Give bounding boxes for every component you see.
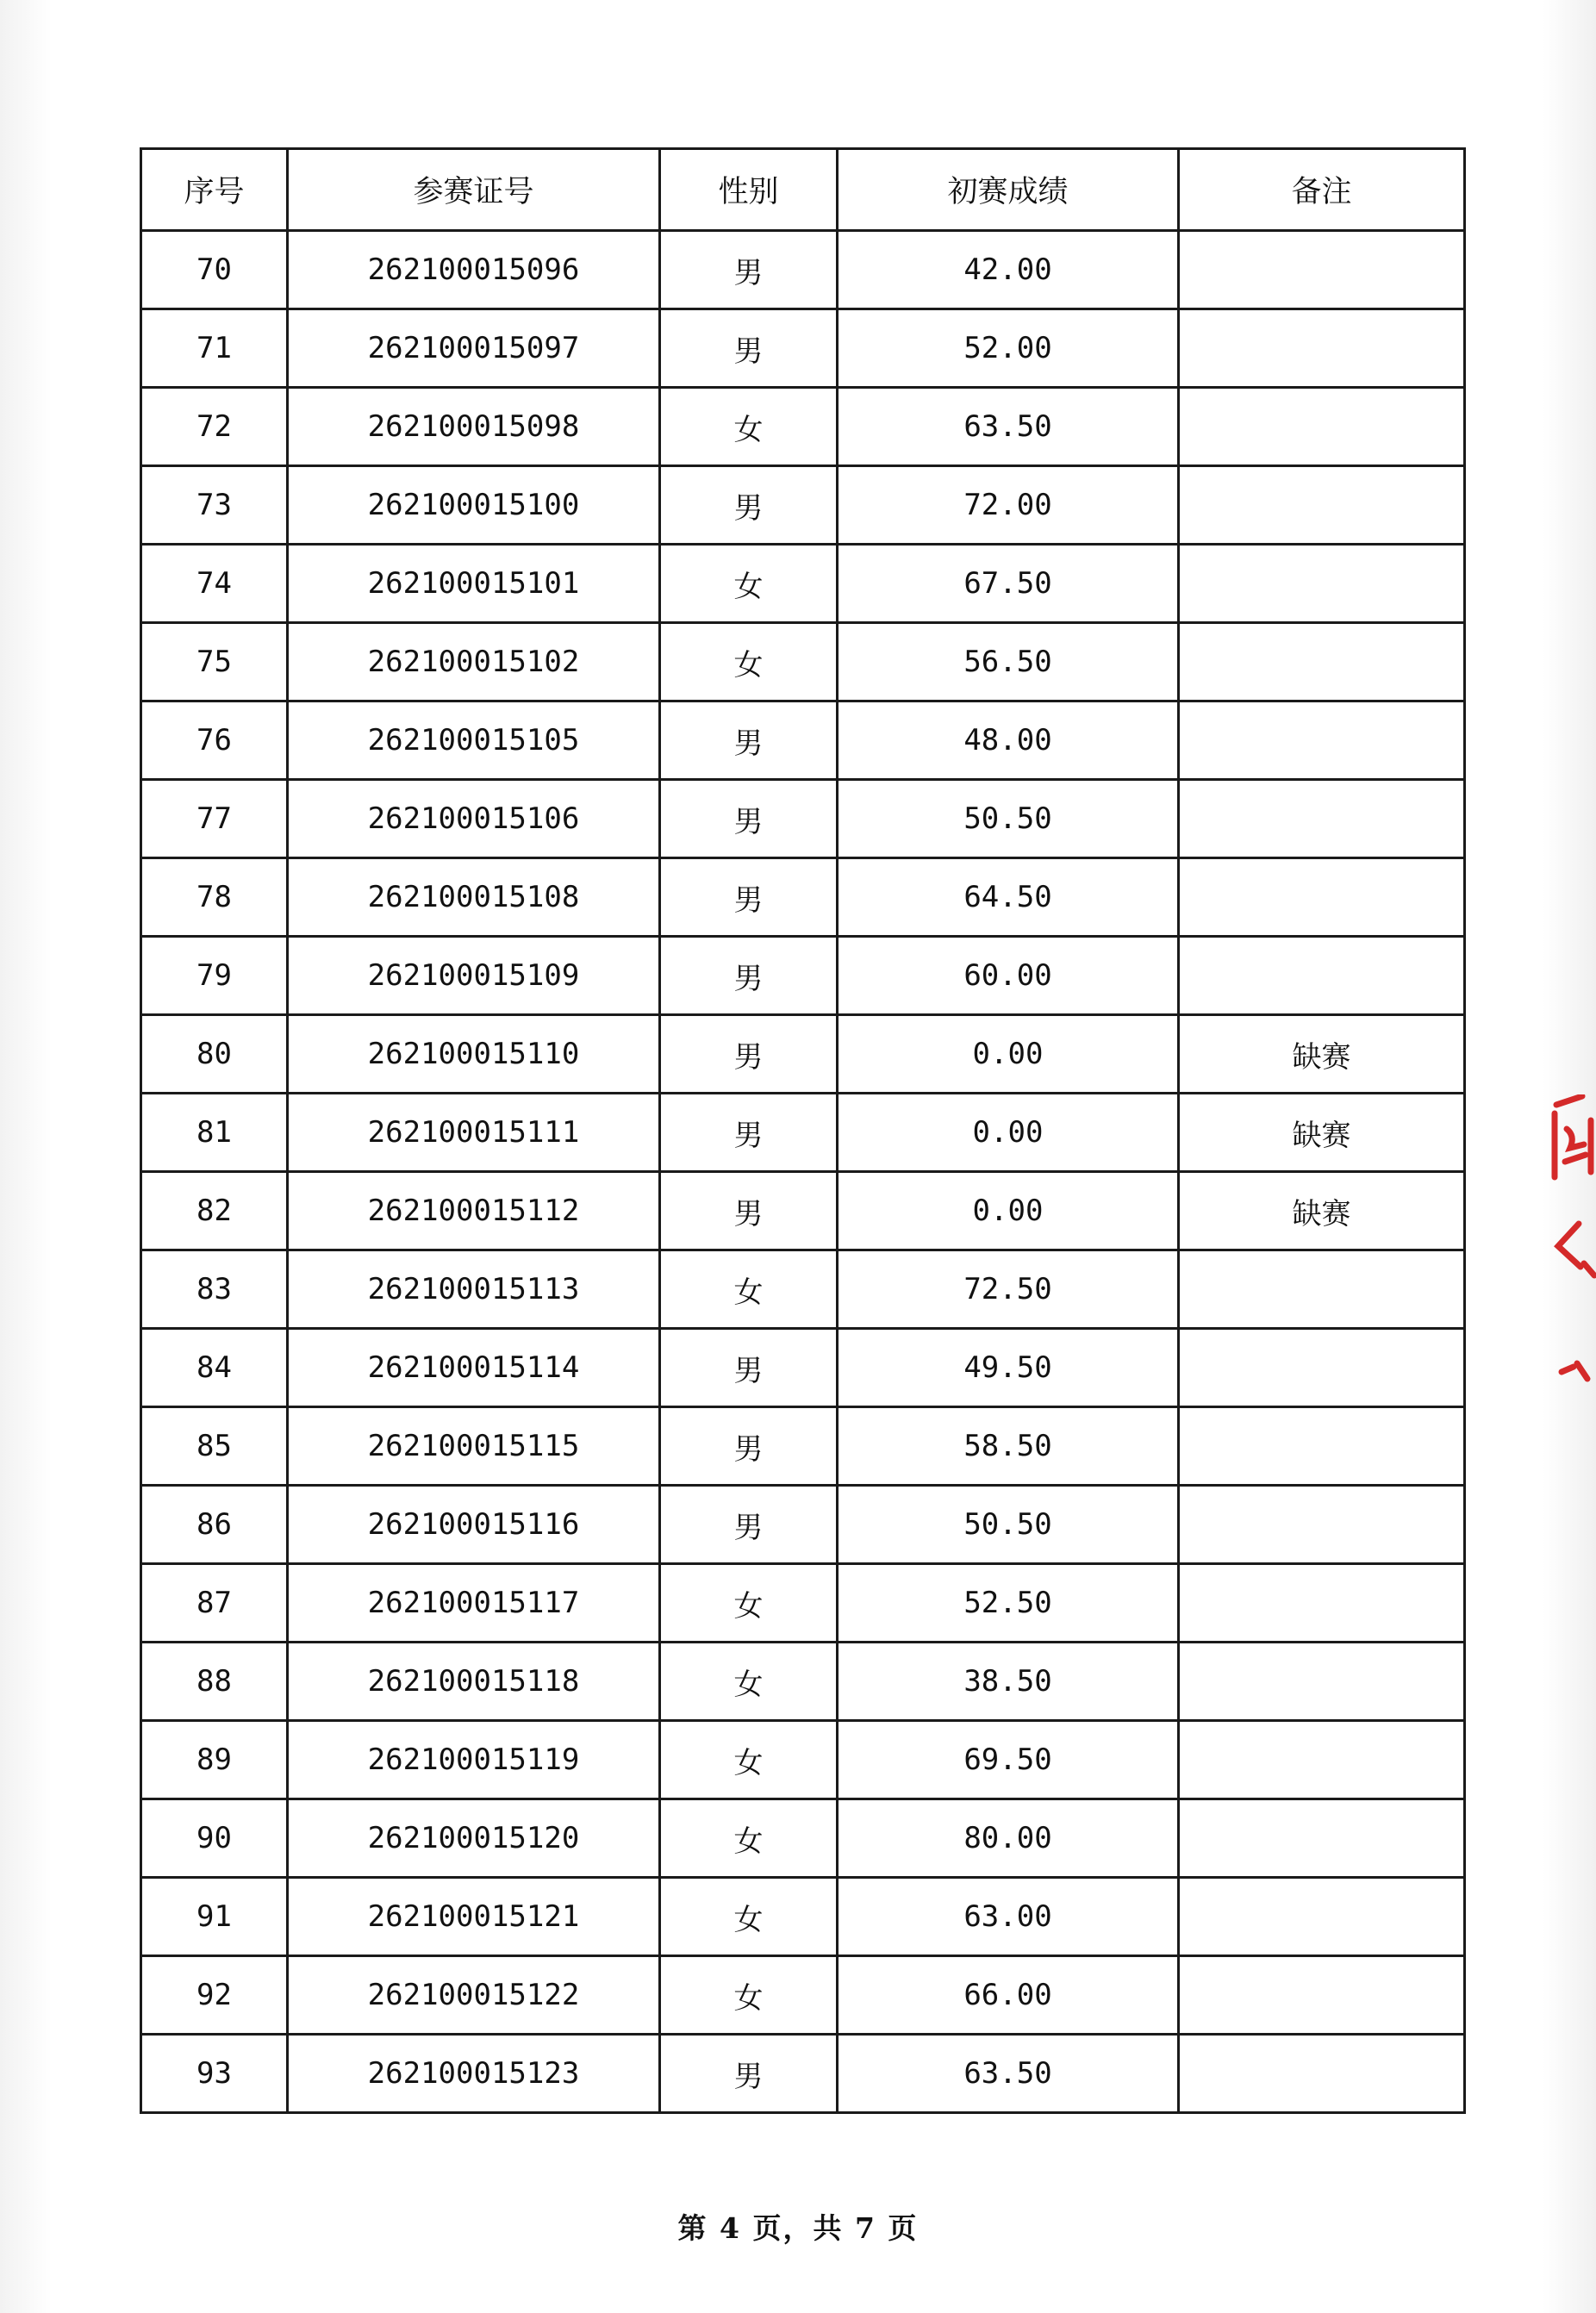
cell-serial-number: 77	[141, 780, 288, 858]
cell-entry-id: 262100015121	[288, 1878, 660, 1956]
cell-entry-id: 262100015117	[288, 1564, 660, 1643]
table-row	[141, 701, 1465, 780]
cell-gender: 男	[660, 309, 838, 388]
cell-preliminary-score: 67.50	[838, 545, 1179, 623]
cell-serial-number: 71	[141, 309, 288, 388]
cell-gender: 男	[660, 1329, 838, 1407]
cell-serial-number: 93	[141, 2035, 288, 2113]
cell-remarks	[1179, 858, 1465, 937]
cell-remarks: 缺赛	[1179, 1015, 1465, 1094]
cell-serial-number: 88	[141, 1643, 288, 1721]
cell-gender: 女	[660, 388, 838, 466]
cell-gender: 女	[660, 1799, 838, 1878]
cell-entry-id: 262100015110	[288, 1015, 660, 1094]
cell-serial-number: 81	[141, 1094, 288, 1172]
cell-remarks	[1179, 545, 1465, 623]
cell-gender: 女	[660, 1878, 838, 1956]
cell-entry-id: 262100015109	[288, 937, 660, 1015]
table-body	[141, 231, 1465, 2113]
cell-entry-id: 262100015106	[288, 780, 660, 858]
cell-remarks	[1179, 1721, 1465, 1799]
page-number-footer: 第 4 页，共 7 页	[677, 2211, 919, 2245]
table-row	[141, 1956, 1465, 2035]
cell-preliminary-score: 58.50	[838, 1407, 1179, 1486]
cell-gender: 女	[660, 1643, 838, 1721]
cell-entry-id: 262100015123	[288, 2035, 660, 2113]
cell-remarks: 缺赛	[1179, 1172, 1465, 1250]
cell-remarks	[1179, 1643, 1465, 1721]
cell-preliminary-score: 56.50	[838, 623, 1179, 701]
cell-entry-id: 262100015113	[288, 1250, 660, 1329]
table-row	[141, 1878, 1465, 1956]
cell-entry-id: 262100015098	[288, 388, 660, 466]
cell-entry-id: 262100015111	[288, 1094, 660, 1172]
cell-remarks	[1179, 1407, 1465, 1486]
cell-gender: 男	[660, 1172, 838, 1250]
cell-serial-number: 90	[141, 1799, 288, 1878]
cell-preliminary-score: 72.50	[838, 1250, 1179, 1329]
cell-entry-id: 262100015112	[288, 1172, 660, 1250]
cell-remarks	[1179, 1799, 1465, 1878]
cell-remarks	[1179, 1329, 1465, 1407]
cell-preliminary-score: 50.50	[838, 1486, 1179, 1564]
cell-remarks	[1179, 2035, 1465, 2113]
red-seal-stamp-fragment	[1544, 1094, 1596, 1439]
header-row	[141, 149, 1465, 231]
table-row	[141, 545, 1465, 623]
cell-preliminary-score: 49.50	[838, 1329, 1179, 1407]
table-row	[141, 1643, 1465, 1721]
table-row	[141, 309, 1465, 388]
cell-serial-number: 82	[141, 1172, 288, 1250]
score-table	[140, 147, 1466, 2114]
cell-serial-number: 84	[141, 1329, 288, 1407]
cell-remarks	[1179, 466, 1465, 545]
cell-gender: 女	[660, 1564, 838, 1643]
table-row	[141, 780, 1465, 858]
cell-entry-id: 262100015120	[288, 1799, 660, 1878]
table-row	[141, 231, 1465, 309]
cell-gender: 男	[660, 937, 838, 1015]
cell-serial-number: 87	[141, 1564, 288, 1643]
cell-preliminary-score: 66.00	[838, 1956, 1179, 2035]
cell-remarks: 缺赛	[1179, 1094, 1465, 1172]
cell-preliminary-score: 52.00	[838, 309, 1179, 388]
cell-remarks	[1179, 623, 1465, 701]
table-header	[141, 149, 1465, 231]
table-row	[141, 1721, 1465, 1799]
table-row	[141, 1250, 1465, 1329]
cell-serial-number: 79	[141, 937, 288, 1015]
cell-remarks	[1179, 1956, 1465, 2035]
cell-gender: 男	[660, 2035, 838, 2113]
table-row	[141, 1799, 1465, 1878]
cell-preliminary-score: 63.00	[838, 1878, 1179, 1956]
cell-gender: 女	[660, 623, 838, 701]
cell-preliminary-score: 0.00	[838, 1094, 1179, 1172]
cell-preliminary-score: 69.50	[838, 1721, 1179, 1799]
cell-gender: 男	[660, 701, 838, 780]
cell-gender: 男	[660, 1015, 838, 1094]
cell-entry-id: 262100015101	[288, 545, 660, 623]
cell-preliminary-score: 52.50	[838, 1564, 1179, 1643]
cell-entry-id: 262100015100	[288, 466, 660, 545]
cell-serial-number: 85	[141, 1407, 288, 1486]
cell-remarks	[1179, 1878, 1465, 1956]
cell-gender: 男	[660, 1486, 838, 1564]
cell-preliminary-score: 64.50	[838, 858, 1179, 937]
cell-preliminary-score: 63.50	[838, 2035, 1179, 2113]
cell-entry-id: 262100015119	[288, 1721, 660, 1799]
cell-serial-number: 72	[141, 388, 288, 466]
cell-remarks	[1179, 1486, 1465, 1564]
cell-gender: 女	[660, 1721, 838, 1799]
table-row	[141, 858, 1465, 937]
cell-remarks	[1179, 1564, 1465, 1643]
cell-serial-number: 73	[141, 466, 288, 545]
cell-remarks	[1179, 701, 1465, 780]
cell-preliminary-score: 38.50	[838, 1643, 1179, 1721]
cell-gender: 男	[660, 1407, 838, 1486]
cell-entry-id: 262100015105	[288, 701, 660, 780]
cell-gender: 女	[660, 1250, 838, 1329]
table-row	[141, 2035, 1465, 2113]
header-preliminary-score: 初赛成绩	[838, 149, 1179, 231]
cell-entry-id: 262100015118	[288, 1643, 660, 1721]
header-serial-number: 序号	[141, 149, 288, 231]
cell-remarks	[1179, 780, 1465, 858]
cell-entry-id: 262100015122	[288, 1956, 660, 2035]
seal-strokes	[1555, 1096, 1594, 1379]
header-gender: 性别	[660, 149, 838, 231]
cell-preliminary-score: 0.00	[838, 1015, 1179, 1094]
cell-serial-number: 74	[141, 545, 288, 623]
cell-preliminary-score: 60.00	[838, 937, 1179, 1015]
cell-gender: 男	[660, 466, 838, 545]
cell-entry-id: 262100015096	[288, 231, 660, 309]
table-row	[141, 1015, 1465, 1094]
cell-serial-number: 80	[141, 1015, 288, 1094]
cell-serial-number: 75	[141, 623, 288, 701]
cell-remarks	[1179, 1250, 1465, 1329]
table-row	[141, 1172, 1465, 1250]
cell-gender: 女	[660, 545, 838, 623]
cell-serial-number: 83	[141, 1250, 288, 1329]
cell-preliminary-score: 80.00	[838, 1799, 1179, 1878]
cell-serial-number: 91	[141, 1878, 288, 1956]
cell-serial-number: 86	[141, 1486, 288, 1564]
cell-gender: 男	[660, 231, 838, 309]
cell-preliminary-score: 50.50	[838, 780, 1179, 858]
header-remarks: 备注	[1179, 149, 1465, 231]
cell-gender: 男	[660, 858, 838, 937]
cell-entry-id: 262100015116	[288, 1486, 660, 1564]
cell-gender: 女	[660, 1956, 838, 2035]
cell-remarks	[1179, 231, 1465, 309]
cell-gender: 男	[660, 780, 838, 858]
cell-serial-number: 89	[141, 1721, 288, 1799]
cell-entry-id: 262100015102	[288, 623, 660, 701]
table-row	[141, 1486, 1465, 1564]
cell-serial-number: 70	[141, 231, 288, 309]
table-row	[141, 623, 1465, 701]
cell-gender: 男	[660, 1094, 838, 1172]
table-row	[141, 1094, 1465, 1172]
table-row	[141, 1564, 1465, 1643]
cell-serial-number: 92	[141, 1956, 288, 2035]
cell-serial-number: 76	[141, 701, 288, 780]
cell-preliminary-score: 42.00	[838, 231, 1179, 309]
table-row	[141, 466, 1465, 545]
cell-preliminary-score: 48.00	[838, 701, 1179, 780]
cell-remarks	[1179, 309, 1465, 388]
cell-preliminary-score: 0.00	[838, 1172, 1179, 1250]
table-row	[141, 1407, 1465, 1486]
table-row	[141, 388, 1465, 466]
table-row	[141, 1329, 1465, 1407]
cell-entry-id: 262100015108	[288, 858, 660, 937]
cell-remarks	[1179, 388, 1465, 466]
cell-entry-id: 262100015114	[288, 1329, 660, 1407]
table-row	[141, 937, 1465, 1015]
cell-entry-id: 262100015115	[288, 1407, 660, 1486]
cell-serial-number: 78	[141, 858, 288, 937]
cell-entry-id: 262100015097	[288, 309, 660, 388]
header-entry-id: 参赛证号	[288, 149, 660, 231]
cell-remarks	[1179, 937, 1465, 1015]
cell-preliminary-score: 72.00	[838, 466, 1179, 545]
cell-preliminary-score: 63.50	[838, 388, 1179, 466]
